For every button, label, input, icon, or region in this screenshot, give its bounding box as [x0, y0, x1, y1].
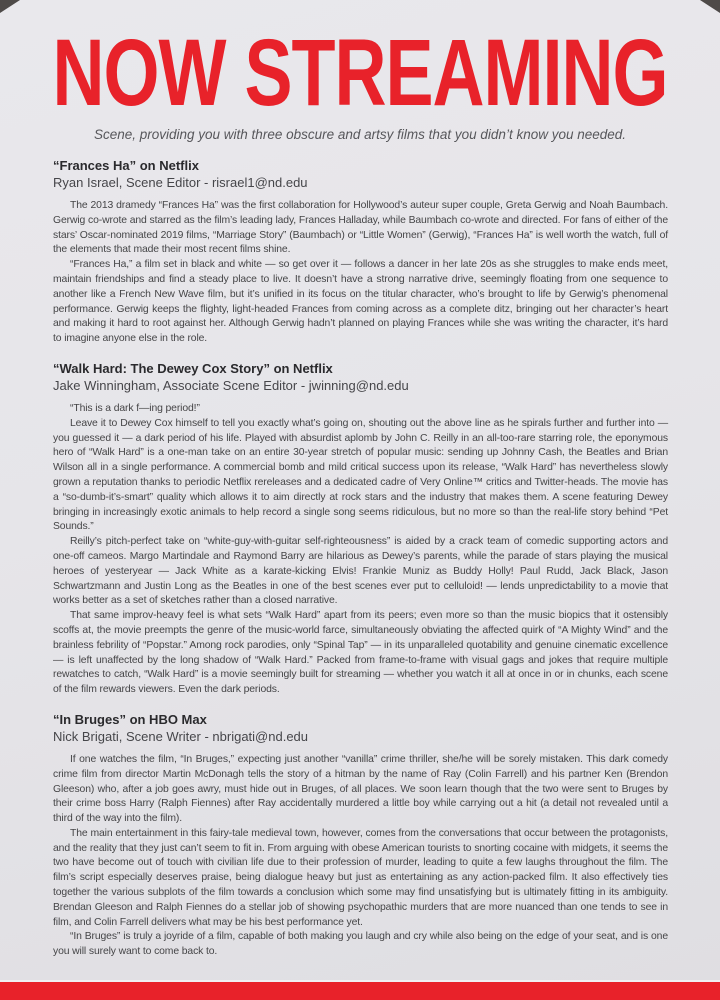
paragraph: “This is a dark f—ing period!”	[70, 402, 200, 414]
paragraph: Reilly’s pitch-perfect take on “white-guy-with-guitar self-righteousness” is aided by a crack team of comedic supporting actors and one-off cameos. Margo Martindale and Raymond Barry are hilarious as Dewey’s parents, while the parade of stars playing the musical heroes of yesteryear — Jack White as a karate-kicking Elvis! Frankie Muniz as Buddy Holly! Paul Rudd, Jack Black, Jason Schwartzmann and Justin Long as the Beatles in one of the best scenes ever put to celluloid! — lends unpredictability to a movie that works better as a set of sketches rather than a closed narrative.	[53, 536, 668, 607]
masthead	[0, 20, 720, 127]
article-section-frances-ha	[53, 158, 668, 347]
section-title: “Frances Ha” on Netflix	[53, 158, 199, 173]
paragraph: That same improv-heavy feel is what sets “Walk Hard” apart from its peers; even more so than the music biopics that it ostensibly scoffs at, the movie preempts the genre of the music-world farce, simultaneously obviating the affected quirk of “A Mighty Wind” and the brainless febrility of “Popstar.” Among rock parodies, only “Spinal Tap” — in its unparalleled quotability and genuine cinematic excellence — is left unaffected by the long shadow of “Walk Hard.” Packed from frame-to-frame with visual gags and jokes that require multiple rewatches to catch, “Walk Hard” is a movie seemingly built for streaming — whether you watch it all at once in or in chunks, each scene of the film rewards viewers. Even the dark periods.	[53, 610, 668, 696]
section-byline: Jake Winningham, Associate Scene Editor - jwinning@nd.edu	[53, 377, 409, 393]
article-section-in-bruges	[53, 712, 668, 960]
paragraph: “Frances Ha,” a film set in black and white — so get over it — follows a dancer in her late 20s as she struggles to make ends meet, maintain friendships and find a steady place to live. It doesn’t have a strong narrative drive, seemingly floating from one sequence to another like a French New Wave film, but it’s unified in its focus on the titular character, who’s brought to life by Gerwig’s phenomenal performance. Gerwig keeps the flighty, light-headed Frances from coming across as a complete ditz, bringing out her character’s heart and making it hard to root against her. Although Gerwig hadn’t planned on playing Frances while she was writing the character, it’s hard to imagine anyone else in the role.	[53, 259, 668, 345]
page-title: NOW STREAMING	[52, 20, 668, 127]
article-content	[53, 158, 668, 960]
article-section-walk-hard	[53, 361, 668, 698]
paragraph: The 2013 dramedy “Frances Ha” was the first collaboration for Hollywood’s auteur super couple, Greta Gerwig and Noah Baumbach. Gerwig co-wrote and starred as the film’s leading lady, Frances Halladay, while Baumbach co-wrote and directed. For fans of either of the stars’ Oscar-nominated 2019 films, “Marriage Story” (Baumbach) or “Little Women” (Gerwig), “Frances Ha” is well worth the watch, full of the elements that made their most recent films shine.	[53, 200, 668, 256]
section-title: “In Bruges” on HBO Max	[53, 711, 207, 727]
section-byline: Nick Brigati, Scene Writer - nbrigati@nd.edu	[53, 728, 309, 744]
page-curl-shadow-right	[700, 0, 720, 13]
section-body	[53, 199, 668, 347]
page-subtitle: Scene, providing you with three obscure and artsy films that you didn’t know you needed.	[93, 127, 627, 142]
section-byline: Ryan Israel, Scene Editor - risrael1@nd.edu	[53, 175, 308, 190]
section-body	[53, 753, 668, 960]
section-title: “Walk Hard: The Dewey Cox Story” on Netflix	[53, 360, 333, 376]
paragraph: If one watches the film, “In Bruges,” expecting just another “vanilla” crime thriller, she/he will be sorely mistaken. This dark comedy crime film from director Martin McDonagh tells the story of a hitman by the name of Ray (Colin Farrell) and his partner Ken (Brendon Gleeson) who, after a job goes awry, must hide out in Bruges, of all places. We soon learn though that the two were sent to Bruges by their crime boss Harry (Ralph Fiennes) after Ray accidentally murdered a little boy while carrying out a hit (a detail not revealed until a third of the way into the film).	[53, 753, 668, 825]
footer-red-bar	[0, 980, 720, 1000]
paragraph: The main entertainment in this fairy-tale medieval town, however, comes from the conversations that occur between the protagonists, and the reality that they just can’t seem to fit in. From arguing with obese American tourists to snorting cocaine with midgets, it seems the two have become out of touch with civilian life due to their profession of murder, leading to quite a few laughs throughout the film. The film’s script especially deserves praise, being dialogue heavy but just as entertaining as any action-packed film. It also effectively ties together the various subplots of the film towards a conclusion which some may find unsatisfying but is ultimately fitting in its ambiguity. Brendan Gleeson and Ralph Fiennes do a stellar job of showing psychopathic murders that are more nuanced than one tends to see in film, and Colin Farrell delivers what may be his best performance yet.	[53, 827, 668, 928]
paragraph: “In Bruges” is truly a joyride of a film, capable of both making you laugh and cry while also being on the edge of your seat, and is one you will surely want to come back to.	[53, 931, 668, 958]
page-curl-shadow-left	[0, 0, 20, 13]
paragraph: Leave it to Dewey Cox himself to tell you exactly what’s going on, shouting out the above line as he spirals further and further into — you guessed it — a dark period of his life. Played with absurdist aplomb by John C. Reilly in an all-too-rare starring role, the eponymous hero of “Walk Hard” is a one-man take on an entire 30-year stretch of popular music: sending up Johnny Cash, the Beatles and Brian Wilson all in a single performance. A commercial bomb and mild critical success upon its release, “Walk Hard” has nevertheless slowly grown a reputation thanks to periodic Netflix rereleases and a dedicated cadre of Very Online™ critics and Twitter-heads. The movie has a “so-dumb-it’s-smart” quality which allows it to aim directly at rock stars and the industry that makes them. A scene featuring Dewey bringing in increasingly exotic animals to help record a single song seems ridiculous, but no more so than the real-life story behind “Pet Sounds.”	[53, 417, 668, 533]
section-body	[53, 402, 668, 698]
